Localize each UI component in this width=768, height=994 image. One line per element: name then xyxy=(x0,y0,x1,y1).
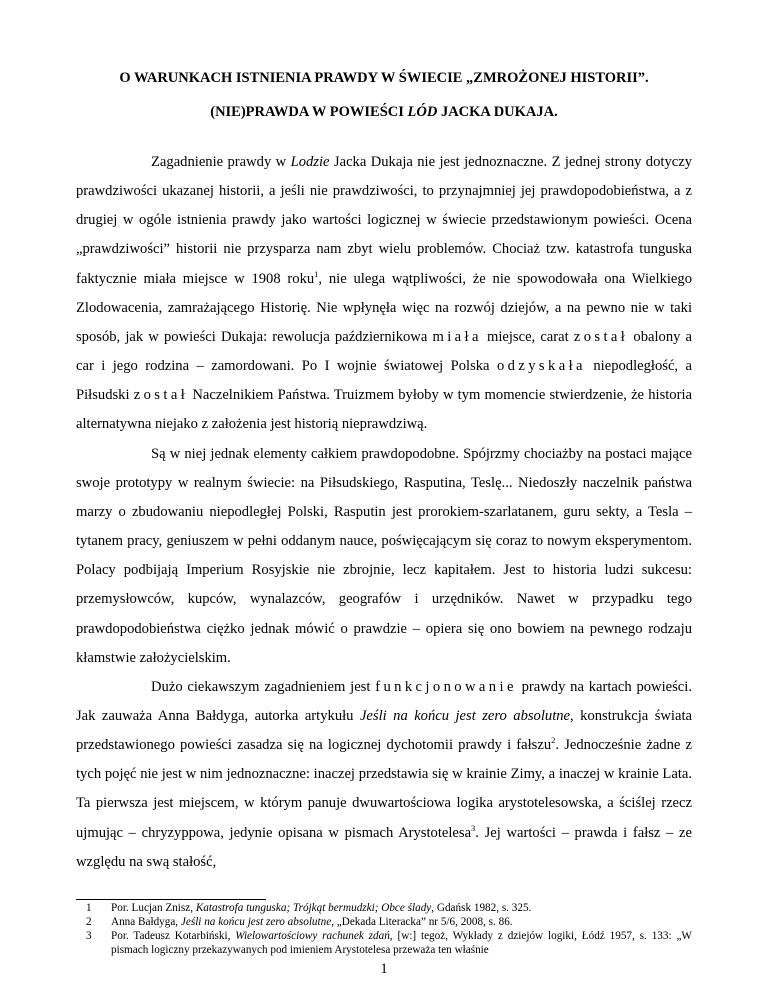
p3-spaced-funkcjonowanie: funkcjonowanie xyxy=(375,678,517,695)
footnote-number: 3 xyxy=(86,930,92,942)
footnote-1 xyxy=(76,901,692,915)
paragraph-3 xyxy=(76,673,692,877)
footnote-text-c: , Gdańsk 1982, s. 325. xyxy=(431,902,532,914)
footnote-text-c: , [w:] tegoż, Wykłady z dziejów logiki, Łódź 1957, s. 133: „W pismach logiczny przekazywanych pod imieniem Arystotelesa przeważa ten właśnie xyxy=(111,930,692,956)
title-line-2 xyxy=(76,103,692,121)
footnote-italic: Wielowartościowy rachunek zdań xyxy=(235,930,390,942)
footnote-text-c: , „Dekada Literacka” nr 5/6, 2008, s. 86. xyxy=(331,916,513,928)
footnote-separator xyxy=(76,899,266,900)
paragraph-1 xyxy=(76,148,692,440)
p3-text-e: , konstrukcja świata przedstawionego powieści zasadza się na logicznej dychotomii prawdy i fałszu xyxy=(76,707,692,754)
p3-text-a: Dużo ciekawszym zagadnieniem jest xyxy=(151,678,376,695)
footnote-italic: Jeśli na końcu jest zero absolutne xyxy=(180,916,332,928)
title-line-1: O WARUNKACH ISTNIENIA PRAWDY W ŚWIECIE „ZMROŻONEJ HISTORII”. xyxy=(119,70,649,86)
footnote-ref-2: 2 xyxy=(551,735,556,746)
footnote-number: 1 xyxy=(86,902,92,914)
footnote-italic: Katastrofa tunguska; Trójkąt bermudzki; Obce ślady xyxy=(195,902,432,914)
p1-text-f: miejsce, carat xyxy=(481,328,574,345)
p3-italic-article-title: Jeśli na końcu jest zero absolutne xyxy=(359,707,571,724)
p1-text-a: Zagadnienie prawdy w xyxy=(151,154,291,170)
page-number: 1 xyxy=(380,961,388,977)
p1-text-l: Naczelnikiem Państwa. Truizmem byłoby w tym momencie stwierdzenie, że historia alternatywna niejako z założenia jest historią nieprawdziwą. xyxy=(76,387,692,433)
title-novel-name: LÓD xyxy=(407,104,438,120)
p3-text-f: . Jednocześnie żadne z tych pojęć nie jest w nim jednoznaczne: inaczej przedstawia się w krainie Zimy, a inaczej w krainie Lata. Ta pierwsza jest miejscem, w którym panuje dwuwartościowa logika arystotelesowska, a ściślej rzecz ujmując – chryzyppowa, jedynie opisana w pismach Arystotelesa xyxy=(76,737,692,841)
p1-spaced-miala: miała xyxy=(432,328,482,345)
footnote-text-a: Por. Tadeusz Kotarbiński, xyxy=(111,930,236,942)
p3-text-c: prawdy na kartach powieści. Jak zauważa Anna Bałdyga, autorka artykułu xyxy=(76,678,692,724)
footnote-ref-1: 1 xyxy=(314,268,319,279)
footnotes xyxy=(76,901,692,957)
p1-spaced-odzyskala: odzyskała xyxy=(496,358,586,375)
p1-text-c: Jacka Dukaja nie jest jednoznaczne. Z jednej strony dotyczy prawdziwości ukazanej historii, a jeśli nie prawdziwości, to przynajmniej jej prawdopodobieństwa, a z drugiej w ogóle istnienia prawdy jako wartości logicznej w świecie przedstawionym powieści. Ocena „prawdziwości” historii nie przysparza nam zbyt wielu problemów. Chociaż tzw. katastrofa tunguska faktycznie miała miejsce w 1908 roku xyxy=(76,154,692,287)
p1-italic-lodzie: Lodzie xyxy=(290,154,330,170)
footnote-text-a: Por. Lucjan Znisz, xyxy=(111,902,196,914)
paragraph-2: Są w niej jednak elementy całkiem prawdopodobne. Spójrzmy chociażby na postaci mające swoje prototypy w realnym świecie: na Piłsudskiego, Rasputina, Teslę... Niedoszły naczelnik państwa marzy o zbudowaniu niepodległej Polski, Rasputin jest prorokiem-szarlatanem, guru sekty, a Tesla – tytanem pracy, geniuszem w pełni oddanym nauce, poświęcającym się coraz to nowym eksperymentom. Polacy podbijają Imperium Rosyjskie nie zbrojnie, lecz kapitałem. Jest to historia ludzi sukcesu: przemysłowców, kupców, wynalazców, geografów i urzędników. Nawet w przypadku tego prawdopodobieństwa ciężko jednak mówić o prawdzie – opiera się ono bowiem na pewnego rodzaju kłamstwie założycielskim. xyxy=(76,445,692,666)
p1-text-d: , nie ulega wątpliwości, że nie spowodowała ona Wielkiego Zlodowacenia, zamrażającego Historię. Nie wpłynęła więc na rozwój dziejów, a na pewno nie w taki sposób, jak w powieści Dukaja: rewolucja październikowa xyxy=(76,270,693,345)
title-line-2-post: JACKA DUKAJA. xyxy=(437,104,558,120)
footnote-ref-3: 3 xyxy=(471,822,476,833)
footnote-text xyxy=(111,915,692,929)
title-line-2-pre: (NIE)PRAWDA W POWIEŚCI xyxy=(210,104,408,120)
footnote-text xyxy=(111,929,692,957)
p1-spaced-zostal-2: został xyxy=(133,387,189,404)
footnote-text xyxy=(111,901,692,915)
p1-text-j: niepodległość, a Piłsudski xyxy=(76,358,692,404)
footnote-3 xyxy=(76,929,692,957)
p1-text-h: obalony a car i jego rodzina – zamordowani. Po I wojnie światowej Polska xyxy=(76,328,693,375)
body-text xyxy=(76,148,692,877)
p3-text-g: . Jej wartości – prawda i fałsz – ze względu na swą stałość, xyxy=(76,824,692,870)
footnote-number: 2 xyxy=(86,916,92,928)
footnote-text-a: Anna Bałdyga, xyxy=(111,916,181,928)
p1-spaced-zostal: został xyxy=(573,328,629,345)
footnote-2 xyxy=(76,915,692,929)
